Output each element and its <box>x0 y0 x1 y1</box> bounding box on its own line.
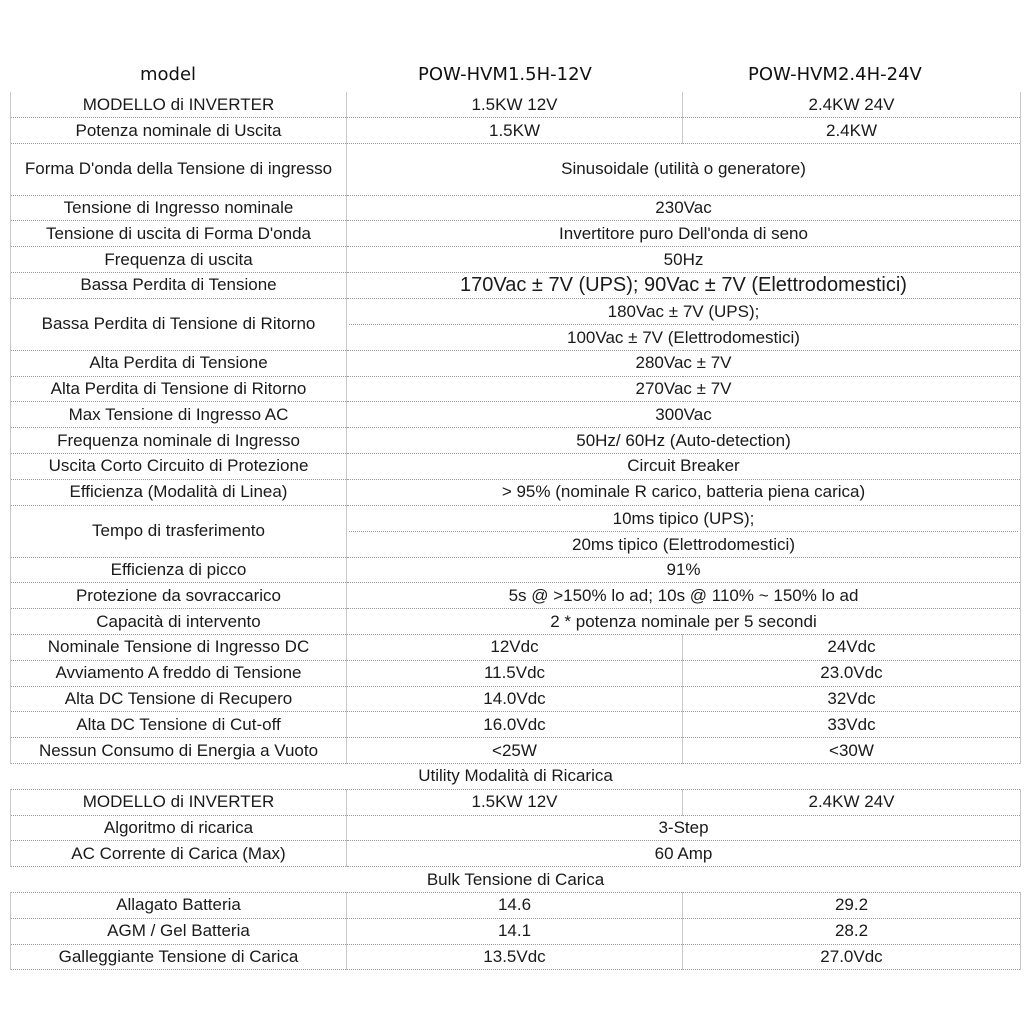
value-cell-1: <25W <box>347 738 683 764</box>
header-model-label: model <box>140 64 197 85</box>
value-cell: 91% <box>347 557 1021 583</box>
row-label: MODELLO di INVERTER <box>11 789 347 815</box>
value-cell-1: 1.5KW <box>347 118 683 144</box>
value-cell-2: 2.4KW <box>683 118 1021 144</box>
row-label: Alta DC Tensione di Recupero <box>11 686 347 712</box>
row-label: MODELLO di INVERTER <box>11 92 347 118</box>
row-label: Forma D'onda della Tensione di ingresso <box>11 144 347 196</box>
value-line-2: 100Vac ± 7V (Elettrodomestici) <box>349 324 1018 350</box>
value-cell-2: 28.2 <box>683 918 1021 944</box>
table-header <box>0 60 1024 92</box>
value-cell <box>347 298 1021 350</box>
spec-table <box>10 92 1021 970</box>
section-row <box>11 764 1021 790</box>
row-label: Nessun Consumo di Energia a Vuoto <box>11 738 347 764</box>
row-label: Efficienza (Modalità di Linea) <box>11 479 347 505</box>
row-label: Tempo di trasferimento <box>11 505 347 557</box>
row-label: Avviamento A freddo di Tensione <box>11 660 347 686</box>
row-label: Protezione da sovraccarico <box>11 583 347 609</box>
row-label: Alta DC Tensione di Cut-off <box>11 712 347 738</box>
row-label: Max Tensione di Ingresso AC <box>11 402 347 428</box>
table-row <box>11 635 1021 661</box>
value-cell: 170Vac ± 7V (UPS); 90Vac ± 7V (Elettrodomestici) <box>347 273 1021 299</box>
value-cell-1: 1.5KW 12V <box>347 789 683 815</box>
table-row <box>11 918 1021 944</box>
value-cell: 230Vac <box>347 195 1021 221</box>
header-model-1: POW-HVM1.5H-12V <box>418 64 592 85</box>
value-cell-1: 16.0Vdc <box>347 712 683 738</box>
row-label: Uscita Corto Circuito di Protezione <box>11 454 347 480</box>
row-label: Capacità di intervento <box>11 609 347 635</box>
value-cell-1: 1.5KW 12V <box>347 92 683 118</box>
table-row <box>11 428 1021 454</box>
row-label: Alta Perdita di Tensione di Ritorno <box>11 376 347 402</box>
row-label: Nominale Tensione di Ingresso DC <box>11 635 347 661</box>
value-cell: Sinusoidale (utilità o generatore) <box>347 144 1021 196</box>
row-label: Algoritmo di ricarica <box>11 815 347 841</box>
value-cell: 2 * potenza nominale per 5 secondi <box>347 609 1021 635</box>
table-row <box>11 195 1021 221</box>
header-model-2: POW-HVM2.4H-24V <box>748 64 922 85</box>
table-row <box>11 402 1021 428</box>
row-label: Alta Perdita di Tensione <box>11 350 347 376</box>
table-row <box>11 247 1021 273</box>
row-label: Tensione di Ingresso nominale <box>11 195 347 221</box>
section-title: Bulk Tensione di Carica <box>11 867 1021 893</box>
table-row <box>11 350 1021 376</box>
table-row <box>11 712 1021 738</box>
table-row <box>11 144 1021 196</box>
value-line-1: 180Vac ± 7V (UPS); <box>607 301 760 321</box>
row-label: Allagato Batteria <box>11 893 347 919</box>
value-cell: 5s @ >150% lo ad; 10s @ 110% ~ 150% lo ad <box>347 583 1021 609</box>
table-row <box>11 118 1021 144</box>
value-cell: 50Hz/ 60Hz (Auto-detection) <box>347 428 1021 454</box>
table-row <box>11 944 1021 970</box>
row-label: Bassa Perdita di Tensione di Ritorno <box>11 298 347 350</box>
table-row <box>11 376 1021 402</box>
value-cell-1: 11.5Vdc <box>347 660 683 686</box>
value-cell-1: 14.0Vdc <box>347 686 683 712</box>
table-row <box>11 815 1021 841</box>
table-row <box>11 609 1021 635</box>
value-cell-2: 32Vdc <box>683 686 1021 712</box>
value-cell-2: 23.0Vdc <box>683 660 1021 686</box>
row-label: Frequenza di uscita <box>11 247 347 273</box>
row-label: Frequenza nominale di Ingresso <box>11 428 347 454</box>
row-label: Galleggiante Tensione di Carica <box>11 944 347 970</box>
value-cell: 3-Step <box>347 815 1021 841</box>
value-cell: > 95% (nominale R carico, batteria piena carica) <box>347 479 1021 505</box>
table-row <box>11 738 1021 764</box>
value-cell: 60 Amp <box>347 841 1021 867</box>
value-cell-2: 24Vdc <box>683 635 1021 661</box>
value-cell: 270Vac ± 7V <box>347 376 1021 402</box>
table-row <box>11 789 1021 815</box>
table-row <box>11 454 1021 480</box>
value-cell-1: 14.1 <box>347 918 683 944</box>
value-cell: 280Vac ± 7V <box>347 350 1021 376</box>
table-row <box>11 841 1021 867</box>
value-cell-2: 2.4KW 24V <box>683 92 1021 118</box>
value-cell <box>347 505 1021 557</box>
value-line-1: 10ms tipico (UPS); <box>612 508 755 528</box>
value-cell-2: 33Vdc <box>683 712 1021 738</box>
value-cell: 50Hz <box>347 247 1021 273</box>
section-row <box>11 867 1021 893</box>
table-row <box>11 583 1021 609</box>
table-row <box>11 893 1021 919</box>
row-label: Bassa Perdita di Tensione <box>11 273 347 299</box>
value-cell: Invertitore puro Dell'onda di seno <box>347 221 1021 247</box>
table-row <box>11 221 1021 247</box>
value-cell: 300Vac <box>347 402 1021 428</box>
value-cell-1: 12Vdc <box>347 635 683 661</box>
row-label: Potenza nominale di Uscita <box>11 118 347 144</box>
table-row <box>11 479 1021 505</box>
table-row <box>11 298 1021 350</box>
value-cell-1: 14.6 <box>347 893 683 919</box>
value-cell-2: 27.0Vdc <box>683 944 1021 970</box>
section-title: Utility Modalità di Ricarica <box>11 764 1021 790</box>
row-label: Efficienza di picco <box>11 557 347 583</box>
row-label: AGM / Gel Batteria <box>11 918 347 944</box>
row-label: Tensione di uscita di Forma D'onda <box>11 221 347 247</box>
value-cell: Circuit Breaker <box>347 454 1021 480</box>
value-line-2: 20ms tipico (Elettrodomestici) <box>349 531 1018 557</box>
table-row <box>11 505 1021 557</box>
table-row <box>11 686 1021 712</box>
table-row <box>11 660 1021 686</box>
row-label: AC Corrente di Carica (Max) <box>11 841 347 867</box>
value-cell-2: 2.4KW 24V <box>683 789 1021 815</box>
value-cell-2: <30W <box>683 738 1021 764</box>
value-cell-2: 29.2 <box>683 893 1021 919</box>
table-row <box>11 92 1021 118</box>
table-row <box>11 557 1021 583</box>
table-row <box>11 273 1021 299</box>
value-cell-1: 13.5Vdc <box>347 944 683 970</box>
